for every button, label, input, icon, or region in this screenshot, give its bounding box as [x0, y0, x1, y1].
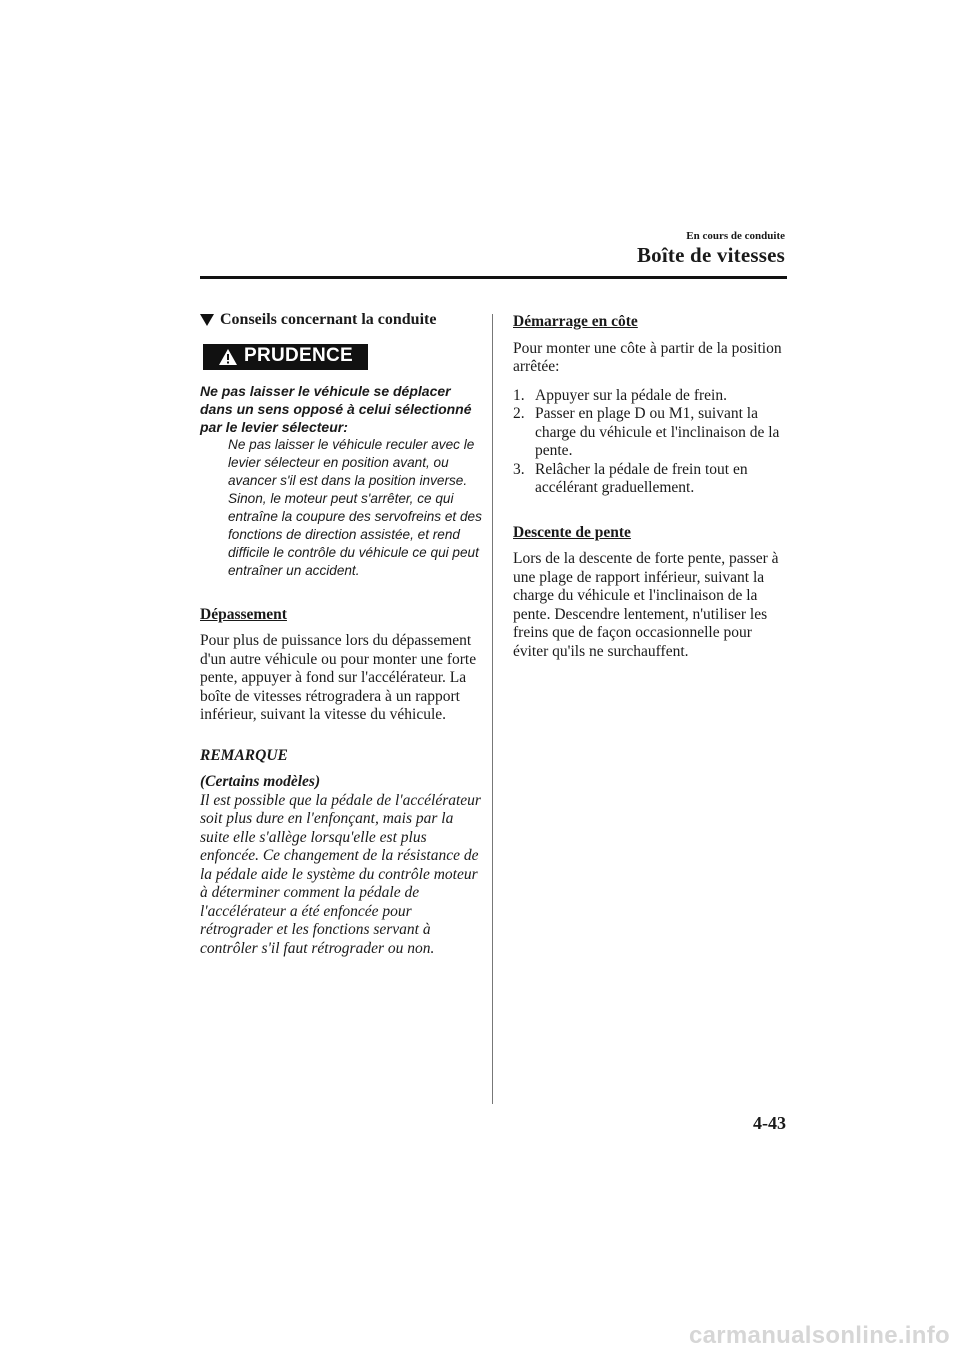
header-rule: [200, 276, 787, 279]
overtaking-title: Dépassement: [200, 605, 287, 623]
caution-lead: Ne pas laisser le véhicule se déplacer dans un sens opposé à celui sélectionné par le levier sélecteur:: [200, 382, 472, 435]
step-number: 2.: [513, 405, 525, 422]
step-number: 1.: [513, 386, 525, 404]
downhill-text: Lors de la descente de forte pente, passer à une plage de rapport inférieur, suivant la charge du véhicule et l'inclinaison de la pente. Descendre lentement, n'utiliser les freins que de façon occasionnelle pour éviter qu'ils ne surchauffent.: [513, 550, 779, 660]
list-item: [513, 405, 788, 461]
section-label: [686, 230, 785, 242]
column-divider: [492, 314, 493, 1104]
downhill-title: Descente de pente: [513, 523, 631, 541]
left-column: [200, 311, 485, 958]
page-title: Boîte de vitesses: [636, 243, 785, 267]
uphill-title: Démarrage en côte: [513, 313, 638, 330]
step-number: 3.: [513, 460, 525, 478]
right-column: [513, 311, 788, 661]
list-item: [513, 461, 788, 498]
step-text: Appuyer sur la pédale de frein.: [535, 386, 727, 404]
section-heading-text: Conseils concernant la conduite: [220, 311, 437, 328]
triangle-bullet-icon: [200, 314, 214, 326]
caution-body: Ne pas laisser le véhicule reculer avec le levier sélecteur en position avant, ou avancer s'il est dans la position inverse. Sinon, le moteur peut s'arrêter, ce qui entraîne la coupure des servofreins et des fonctions de direction assistée, et rend difficile le contrôle du véhicule ce qui peut entraîner un accident.: [228, 436, 482, 578]
uphill-steps: [513, 387, 788, 498]
uphill-intro: Pour monter une côte à partir de la position arrêtée:: [513, 339, 782, 375]
step-text: Passer en plage D ou M1, suivant la charge du véhicule et l'inclinaison de la pente.: [535, 405, 780, 459]
list-item: [513, 387, 788, 406]
caution-banner: [203, 344, 368, 370]
watermark: carmanualsonline.info: [688, 1322, 950, 1349]
caution-label: PRUDENCE: [243, 345, 354, 367]
page-number: 4-43: [753, 1113, 786, 1133]
note-text: Il est possible que la pédale de l'accélérateur soit plus dure en l'enfonçant, mais par la suite elle s'allège lorsqu'elle est plus enfoncée. Ce changement de la résistance de la pédale aide le système du contrôle moteur à déterminer comment la pédale de l'accélérateur a été enfoncée pour rétrograder et les fonctions servant à contrôler s'il faut rétrograder ou non.: [200, 791, 481, 957]
note-label: REMARQUE: [200, 746, 288, 764]
note-models: (Certains modèles): [200, 773, 321, 790]
section-heading: [200, 311, 485, 330]
warning-icon: [218, 348, 238, 366]
section-name: En cours de conduite: [686, 230, 785, 242]
overtaking-text: Pour plus de puissance lors du dépassement d'un autre véhicule ou pour monter une forte pente, appuyer à fond sur l'accélérateur. La boîte de vitesses rétrogradera à un rapport inférieur, suivant la vitesse du véhicule.: [200, 632, 477, 723]
step-text: Relâcher la pédale de frein tout en accélérant graduellement.: [535, 460, 748, 496]
